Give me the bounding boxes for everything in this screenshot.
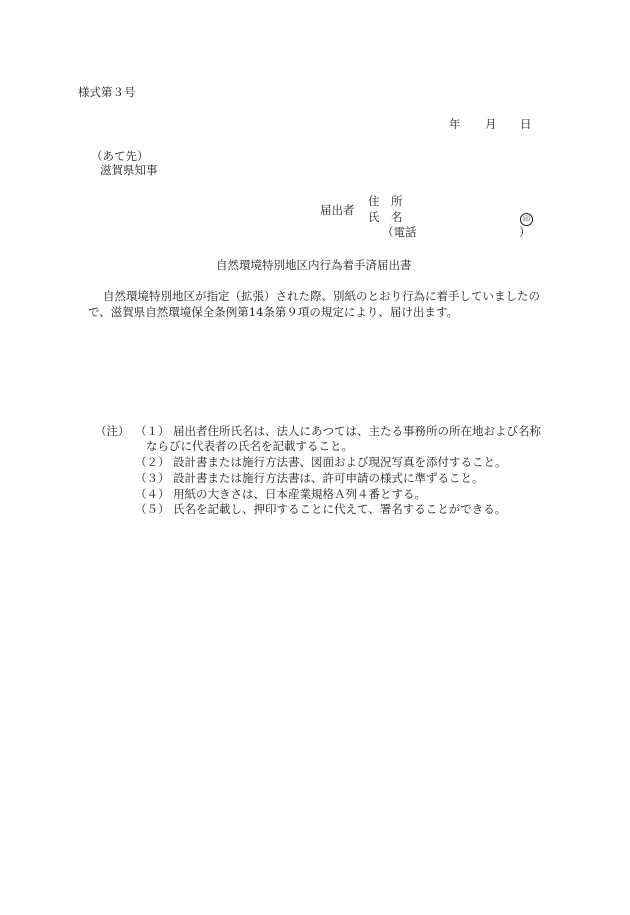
note-number-3: （３） (135, 471, 170, 485)
form-number: 様式第３号 (78, 85, 136, 99)
note-text-4: 用紙の大きさは、日本産業規格Ａ列４番とする。 (173, 487, 426, 501)
note-text-1: 届出者住所氏名は、法人にあつては、主たる事務所の所在地および名称 (173, 424, 541, 438)
date-month-label: 月 (485, 117, 497, 131)
note-number-2: （２） (135, 455, 170, 469)
addressee-name: 滋賀県知事 (100, 163, 158, 177)
note-text-5: 氏名を記載し、押印することに代えて、署名することができる。 (173, 502, 507, 516)
note-text-1-continued: ならびに代表者の氏名を記載すること。 (146, 439, 353, 453)
seal-mark (520, 210, 533, 226)
date-year-label: 年 (449, 117, 461, 131)
applicant-label: 届出者 (320, 203, 355, 217)
seal-icon: 印 (520, 213, 533, 226)
phone-close: ） (519, 225, 531, 239)
date-day-label: 日 (520, 117, 532, 131)
phone-open: （電話 (382, 225, 417, 239)
address-label: 住 所 (368, 194, 403, 208)
body-line-1: 自然環境特別地区が指定（拡張）された際、別紙のとおり行為に着手していましたの (103, 289, 540, 303)
name-label: 氏 名 (368, 210, 403, 224)
note-number-5: （５） (135, 502, 170, 516)
note-number-1: （１） (135, 424, 170, 438)
addressee-prefix: （あて先） (91, 149, 149, 163)
note-text-3: 設計書または施行方法書は、許可申請の様式に準ずること。 (173, 471, 484, 485)
body-line-2: で、滋賀県自然環境保全条例第14条第９項の規定により、届け出ます。 (88, 305, 458, 319)
note-number-4: （４） (135, 487, 170, 501)
document-title: 自然環境特別地区内行為着手済届出書 (216, 258, 412, 272)
notes-label: （注） (95, 424, 130, 438)
note-text-2: 設計書または施行方法書、図面および現況写真を添付すること。 (173, 455, 507, 469)
